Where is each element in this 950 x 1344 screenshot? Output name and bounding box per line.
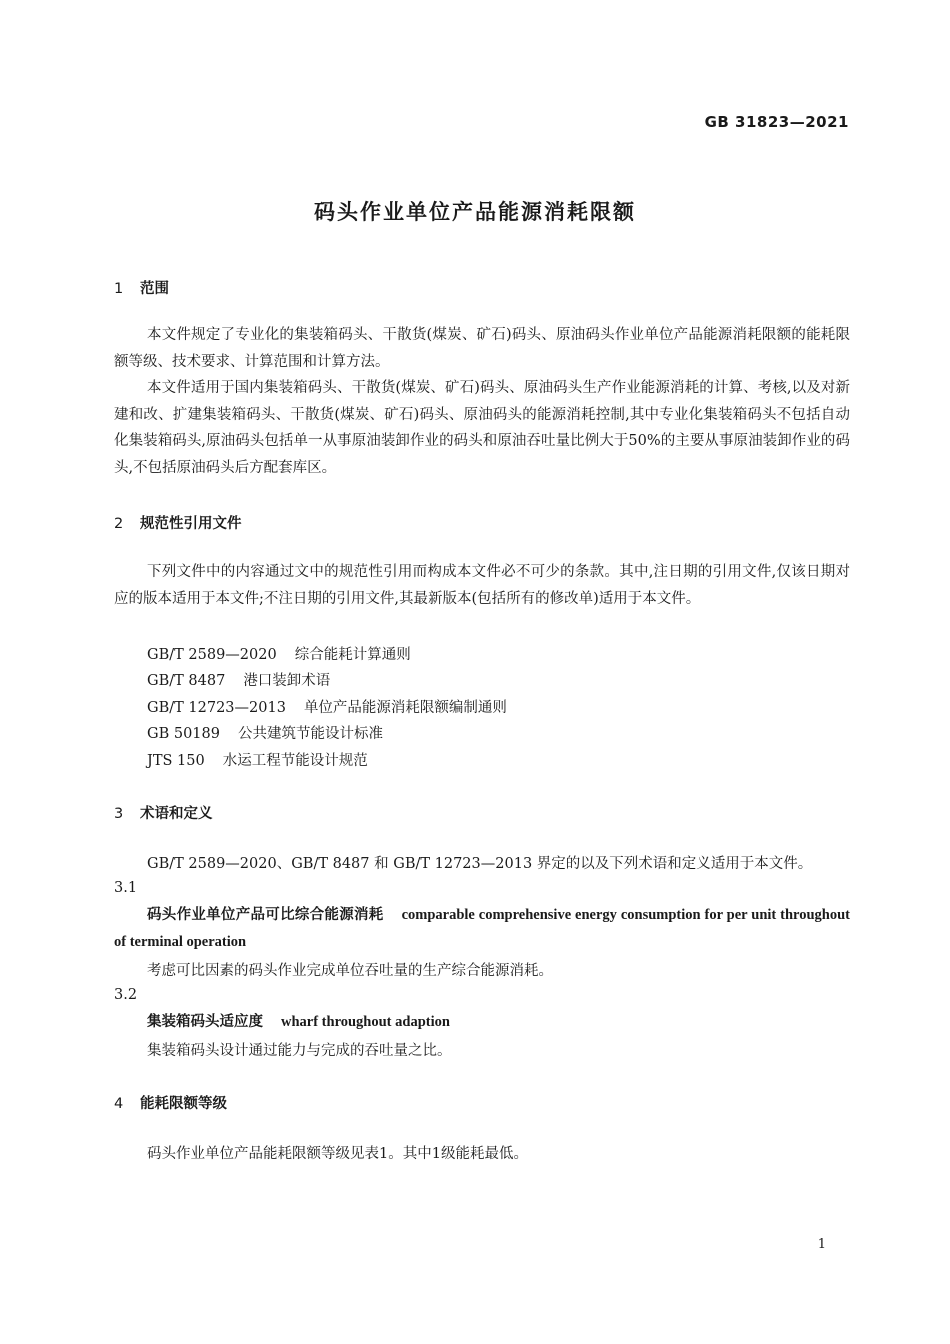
- section-3-intro: GB/T 2589—2020、GB/T 8487 和 GB/T 12723—2013 界定的以及下列术语和定义适用于本文件。: [147, 856, 813, 872]
- section-title: 规范性引用文件: [140, 516, 242, 532]
- section-number: 2: [114, 516, 124, 532]
- section-number: 3: [114, 806, 124, 822]
- section-title: 术语和定义: [140, 806, 213, 822]
- reference-item: [147, 749, 368, 770]
- section-1-paragraph-1: 本文件规定了专业化的集装箱码头、干散货(煤炭、矿石)码头、原油码头作业单位产品能源消耗限额的能耗限额等级、技术要求、计算范围和计算方法。: [114, 327, 850, 370]
- standard-code: GB 31823—2021: [704, 113, 849, 131]
- section-2-heading: [114, 512, 242, 533]
- term-english: comparable comprehensive energy consumption for per unit throughout of terminal operation: [114, 907, 851, 950]
- reference-name: 水运工程节能设计规范: [222, 753, 368, 769]
- term-definition: 集装箱码头设计通过能力与完成的吞吐量之比。: [147, 1043, 452, 1059]
- section-1-paragraph-2: 本文件适用于国内集装箱码头、干散货(煤炭、矿石)码头、原油码头生产作业能源消耗的计算、考核,以及对新建和改、扩建集装箱码头、干散货(煤炭、矿石)码头、原油码头的能源消耗控制,其中专业化集装箱码头不包括自动化集装箱码头,原油码头包括单一从事原油装卸作业的码头和原油吞吐量比例大于50%的主要从事原油装卸作业的码头,不包括原油码头后方配套库区。: [114, 380, 850, 476]
- reference-code: GB 50189: [147, 726, 220, 742]
- reference-name: 综合能耗计算通则: [294, 647, 411, 663]
- section-title: 能耗限额等级: [140, 1096, 227, 1112]
- section-4-heading: [114, 1092, 227, 1113]
- reference-code: GB/T 2589—2020: [147, 647, 277, 663]
- term-heading: [114, 902, 850, 955]
- reference-name: 公共建筑节能设计标准: [237, 726, 383, 742]
- reference-code: GB/T 12723—2013: [147, 700, 286, 716]
- term-chinese: 集装箱码头适应度: [147, 1014, 263, 1030]
- reference-code: JTS 150: [147, 753, 205, 769]
- reference-item: [147, 696, 507, 717]
- term-number: 3.1: [114, 880, 138, 896]
- section-2-intro: 下列文件中的内容通过文中的规范性引用而构成本文件必不可少的条款。其中,注日期的引用文件,仅该日期对应的版本适用于本文件;不注日期的引用文件,其最新版本(包括所有的修改单)适用于本文件。: [114, 564, 850, 607]
- term-definition: 考虑可比因素的码头作业完成单位吞吐量的生产综合能源消耗。: [147, 963, 553, 979]
- section-1-heading: [114, 277, 169, 298]
- reference-item: [147, 722, 383, 743]
- section-number: 1: [114, 281, 124, 297]
- section-3-heading: [114, 802, 213, 823]
- document-title: 码头作业单位产品能源消耗限额: [314, 200, 636, 224]
- reference-item: [147, 669, 330, 690]
- term-chinese: 码头作业单位产品可比综合能源消耗: [147, 907, 384, 923]
- section-4-paragraph: 码头作业单位产品能耗限额等级见表1。其中1级能耗最低。: [147, 1146, 528, 1162]
- page-number: 1: [817, 1237, 826, 1252]
- term-heading: [114, 1009, 850, 1036]
- reference-name: 单位产品能源消耗限额编制通则: [303, 700, 507, 716]
- section-title: 范围: [140, 281, 169, 297]
- reference-item: [147, 643, 411, 664]
- reference-code: GB/T 8487: [147, 673, 226, 689]
- term-english: wharf throughout adaption: [281, 1014, 450, 1030]
- reference-name: 港口装卸术语: [243, 673, 331, 689]
- section-number: 4: [114, 1096, 124, 1112]
- term-number: 3.2: [114, 987, 138, 1003]
